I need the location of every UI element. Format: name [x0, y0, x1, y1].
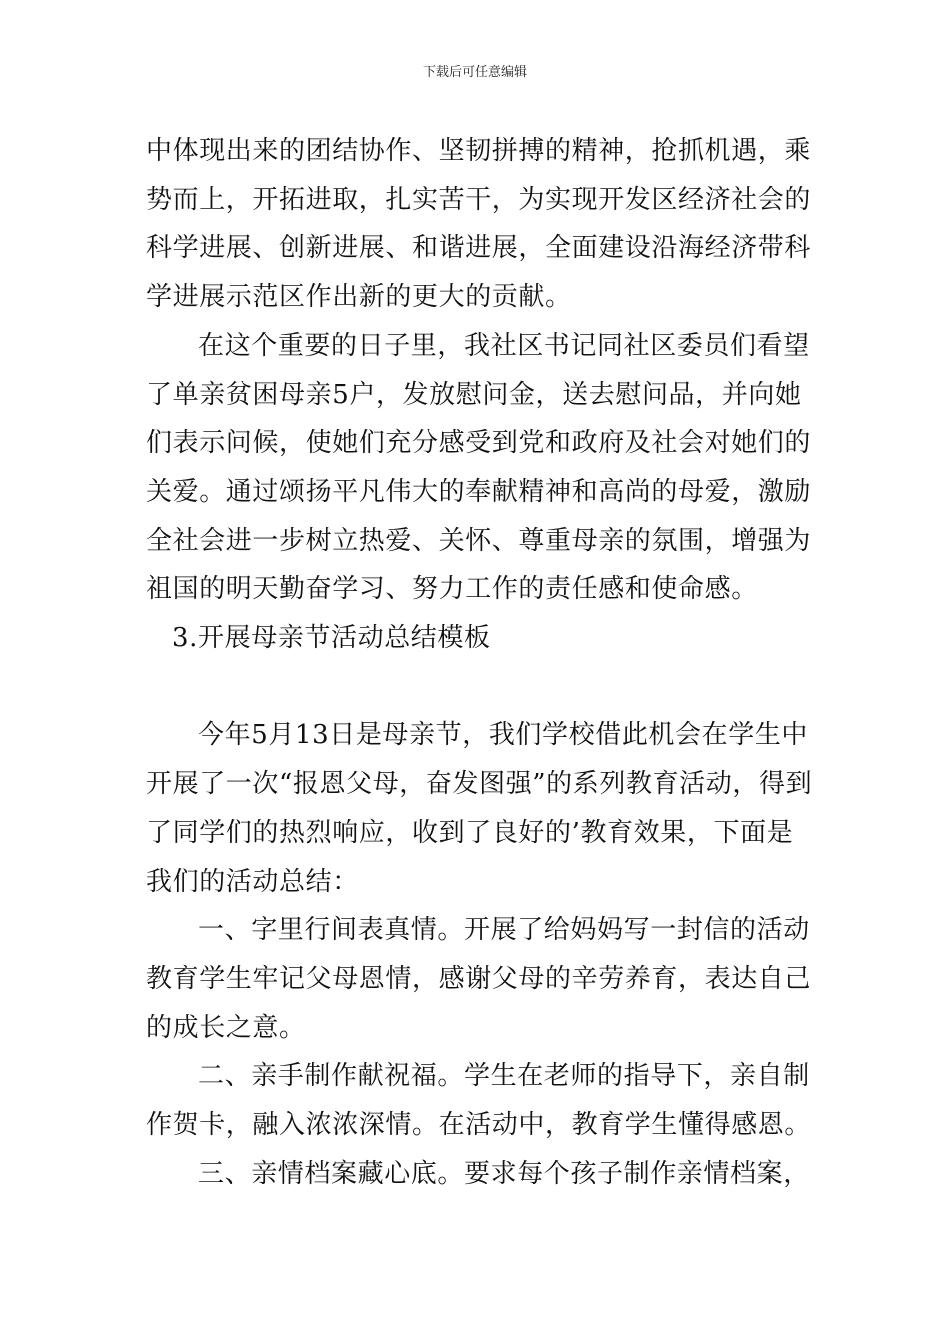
paragraph-item-three: 三、亲情档案藏心底。要求每个孩子制作亲情档案， — [198, 1158, 810, 1189]
page-header: 下载后可任意编辑 — [422, 65, 527, 80]
paragraph-mothers-day-intro: 今年5月13日是母亲节，我们学校借此机会在学生中开展了一次“报恩父母，奋发图强”的系列教育活动，得到了同学们的热烈响应，收到了良好的’教育效果，下面是我们的活动总结： — [146, 720, 813, 897]
paragraph-item-two: 二、亲手制作献祝福。学生在老师的指导下，亲自制作贺卡，融入浓浓深情。在活动中，教育学生懂得感恩。 — [146, 1061, 812, 1141]
paragraph-intro-continuation: 中体现出来的团结协作、坚韧拼搏的精神，抢抓机遇，乘势而上，开拓进取，扎实苦干，为实现开发区经济社会的科学进展、创新进展、和谐进展，全面建设沿海经济带科学进展示范区作出新的更大的贡献。 — [146, 136, 812, 313]
blank-line — [146, 663, 816, 712]
section-heading: 3.开展母亲节活动总结模板 — [172, 623, 491, 654]
document-body — [146, 127, 816, 1198]
paragraph-item-one: 一、字里行间表真情。开展了给妈妈写一封信的活动教育学生牢记父母恩情，感谢父母的辛劳养育，表达自己的成长之意。 — [146, 915, 812, 1043]
paragraph-community-visit: 在这个重要的日子里，我社区书记同社区委员们看望了单亲贫困母亲5户，发放慰问金，送去慰问品，并向她们表示问候，使她们充分感受到党和政府及社会对她们的关爱。通过颂扬平凡伟大的奉献精神和高尚的母爱，激励全社会进一步树立热爱、关怀、尊重母亲的氛围，增强为祖国的明天勤奋学习、努力工作的责任感和使命感。 — [146, 330, 812, 605]
